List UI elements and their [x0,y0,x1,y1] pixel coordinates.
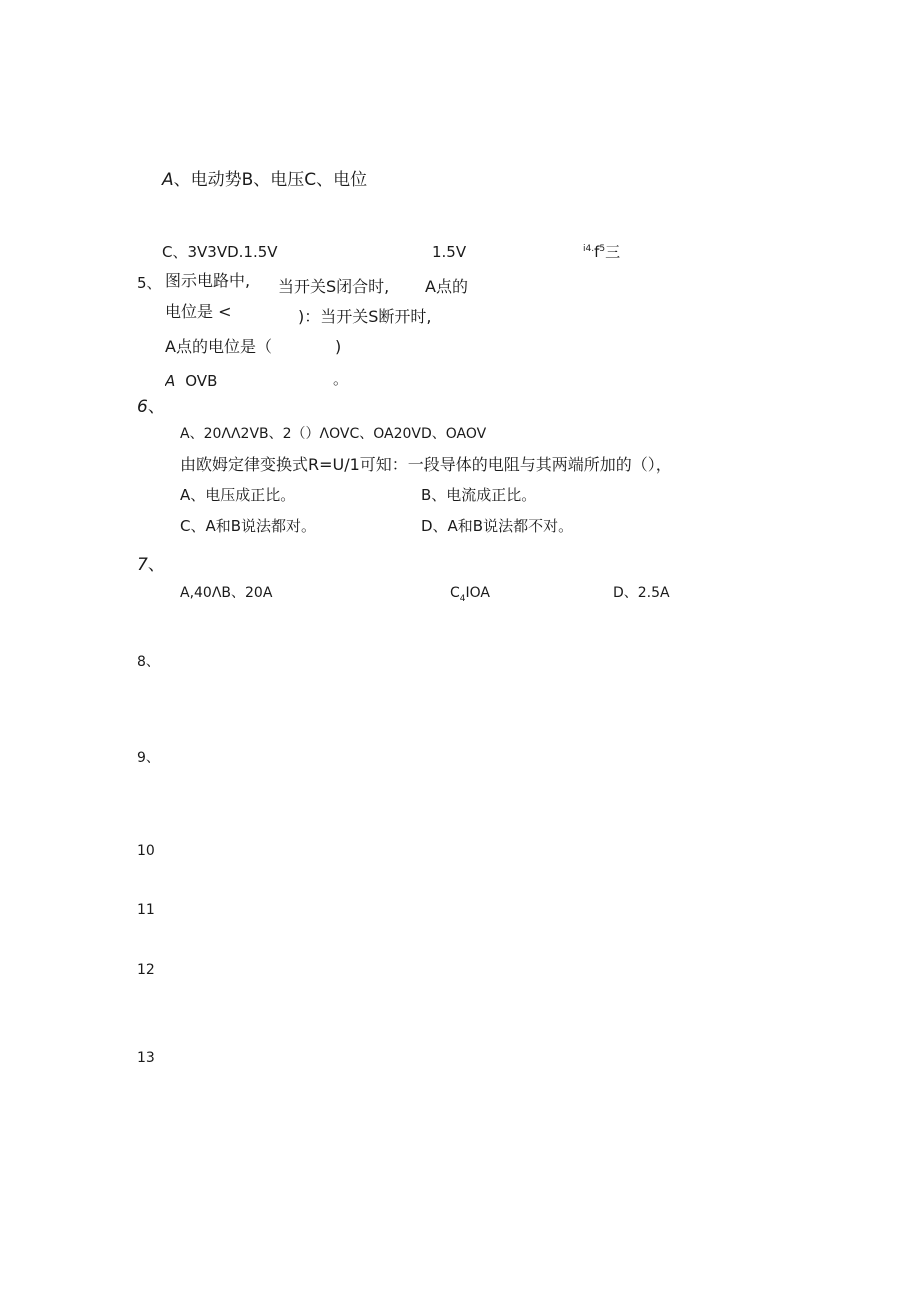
q4-options-line1-text: 、电动势B、电压C、电位 [173,170,368,190]
q7-number: 7、 [137,555,165,575]
q7-option-d: D、2.5A [613,585,670,601]
q6-option-a: A、电压成正比。 [180,486,296,504]
q4-options-line2-left: C、3V3VD.1.5V [162,243,278,261]
q11-number: 11 [137,902,155,918]
q13-number: 13 [137,1050,155,1066]
q6-number: 6、 [137,397,165,417]
q5-stem-part5: )：当开关S断开时, [298,307,432,326]
q4-options-line2-right: $^{i4.}f^5$三 [583,243,621,261]
q4-option-a-letter: A [162,170,174,190]
q6-option-b: B、电流成正比。 [421,486,537,504]
q9-number: 9、 [137,750,160,766]
q8-number: 8、 [137,654,160,670]
q5-stem-part2: 当开关S闭合时, [278,277,390,296]
q4-options-line2-mid: 1.5V [432,243,467,261]
q5-stem-part4: 电位是 < [165,302,232,321]
q5-cut-dot: 。 [333,370,349,388]
q7-option-c: $C_4IOA$ [450,585,490,604]
q12-number: 12 [137,962,155,978]
q7-option-ab: A,40ΛB、20A [180,585,273,601]
q5-stem-part7: ) [335,337,342,356]
q10-number: 10 [137,843,155,859]
q5-stem-part1: 图示电路中, [165,271,251,290]
q6-stem: 由欧姆定律变换式R=U/1可知：一段导体的电阻与其两端所加的（）， [180,455,672,474]
q5-stem-part3: A点的 [425,277,468,296]
q5-answer-options: A、20ΛΛ2VB、2（）ΛOVC、OA20VD、OAOV [180,426,487,442]
q5-number: 5、 [137,274,162,292]
q5-stem-part6: A点的电位是（ [165,337,272,356]
q6-option-d: D、A和B说法都不对。 [421,517,574,535]
q5-cut-line: A OVB [165,374,218,386]
q4-options-line1 [162,172,367,189]
q6-option-c: C、A和B说法都对。 [180,517,317,535]
